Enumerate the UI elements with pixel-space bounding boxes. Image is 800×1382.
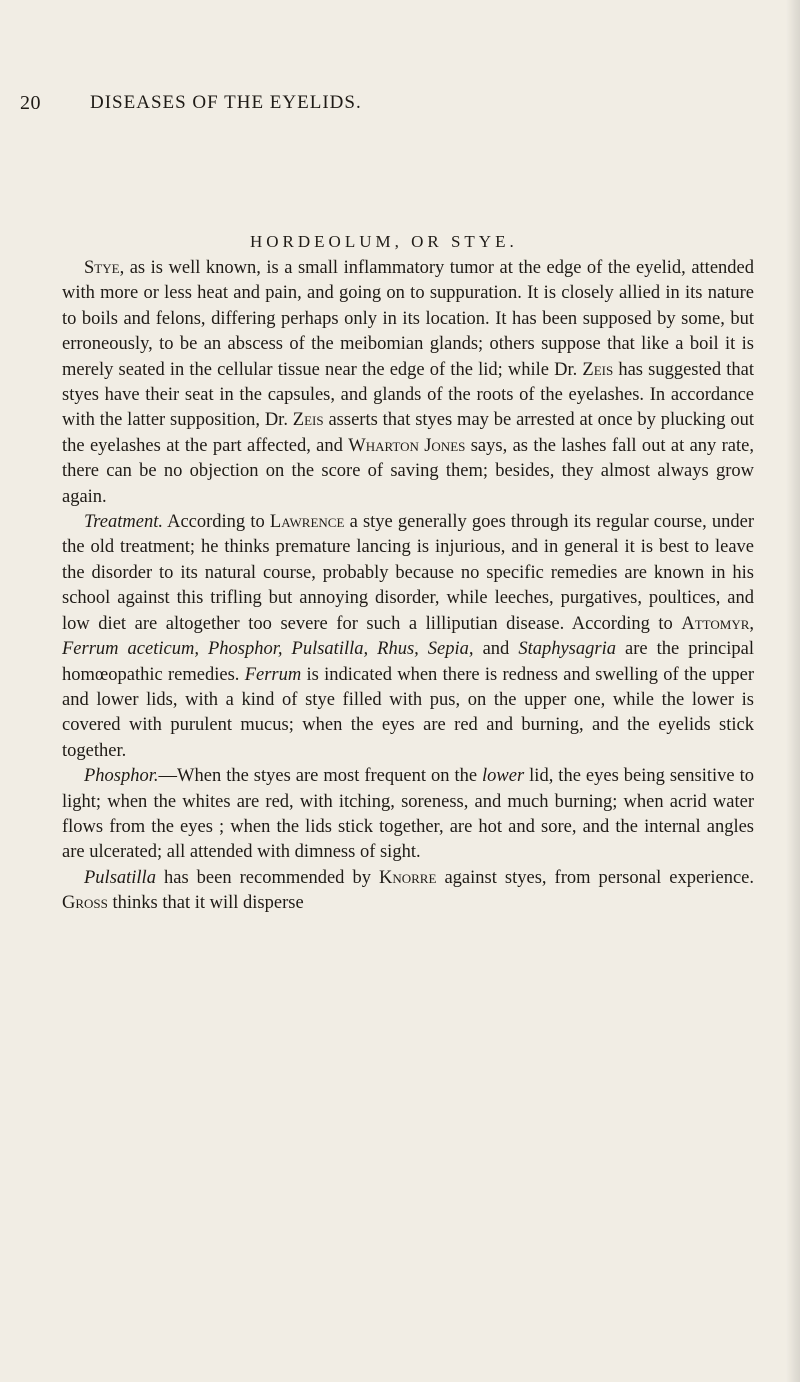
inline-smallcaps: Gross	[62, 893, 108, 914]
paragraph-pulsatilla	[62, 866, 754, 917]
inline-smallcaps: Zeis	[292, 410, 324, 431]
paragraph-phosphor	[62, 764, 754, 866]
inline-italic: Ferrum aceticum, Phosphor, Pulsatilla, Rhus, Sepia,	[62, 639, 474, 660]
inline-text: thinks that it will disperse	[107, 893, 304, 914]
inline-text: has been recommended by	[155, 867, 379, 888]
inline-text: lid, the eyes being sensitive to light; when the whites are red, with itching, soreness, and much burning; when acrid water flows from the eyes ; when the lids stick together, are hot and sore, and the internal angles are ulcerated; all attended with dimness of sight.	[62, 766, 754, 863]
inline-text: and	[473, 639, 519, 660]
inline-text: According to	[162, 512, 270, 533]
inline-text: asserts that styes may be arrested at once by plucking out the eyelashes at the part affected, and	[62, 410, 754, 456]
inline-text: ,	[749, 613, 754, 634]
inline-italic: Treatment.	[84, 512, 163, 533]
inline-text: —When the styes are most frequent on the	[158, 766, 483, 787]
page-edge-shadow	[786, 0, 800, 1382]
inline-smallcaps: Attomyr	[681, 613, 750, 634]
inline-text: are the principal homœopathic remedies.	[62, 639, 755, 685]
paragraph-definition	[62, 256, 754, 510]
inline-text: says, as the lashes fall out at any rate, there can be no objection on the score of saving them; besides, they almost always grow again.	[62, 435, 754, 507]
inline-smallcaps: Zeis	[582, 359, 614, 380]
page-number: 20	[20, 92, 41, 114]
inline-text: , as is well known, is a small inflammatory tumor at the edge of the eyelid, attended with more or less heat and pain, and going on to suppuration. It is closely allied in its nature to boils and felons, differing perhaps only in its location. It has been supposed by some, but erroneously, to be an abscess of the meibomian glands; others suppose that like a boil it is merely seated in the cellular tissue near the edge of the lid; while Dr.	[62, 258, 754, 380]
inline-text: has suggested that styes have their seat in the capsules, and glands of the roots of the eyelashes. In accordance with the latter supposition, Dr.	[62, 359, 754, 431]
inline-italic: Pulsatilla	[84, 867, 156, 888]
inline-smallcaps: Wharton Jones	[348, 435, 466, 456]
inline-text: against styes, from personal experience.	[436, 867, 754, 888]
running-title: DISEASES OF THE EYELIDS.	[90, 92, 362, 113]
inline-italic: Staphysagria	[518, 639, 616, 660]
section-heading: HORDEOLUM, OR STYE.	[250, 232, 518, 251]
inline-text: is indicated when there is redness and swelling of the upper and lower lids, with a kind of stye filled with pus, on the upper one, while the lower is covered with purulent mucus; when the eyes are red and burning, and the eyelids stick together.	[62, 664, 754, 761]
paragraph-treatment	[62, 510, 754, 764]
inline-smallcaps: Lawrence	[269, 512, 345, 533]
inline-text: a stye generally goes through its regular course, under the old treatment; he thinks premature lancing is injurious, and in general it is best to leave the disorder to its natural course, probably because no specific remedies are known in his school against this trifling but annoying disorder, while leeches, purgatives, poultices, and low diet are altogether too severe for such a lilliputian disease. According to	[62, 512, 754, 634]
inline-italic: Phosphor.	[84, 766, 159, 787]
inline-italic: lower	[482, 766, 525, 787]
inline-smallcaps: Knorre	[379, 867, 437, 888]
inline-smallcaps: Stye	[84, 258, 120, 278]
inline-italic: Ferrum	[244, 664, 302, 685]
body-text	[62, 256, 754, 917]
